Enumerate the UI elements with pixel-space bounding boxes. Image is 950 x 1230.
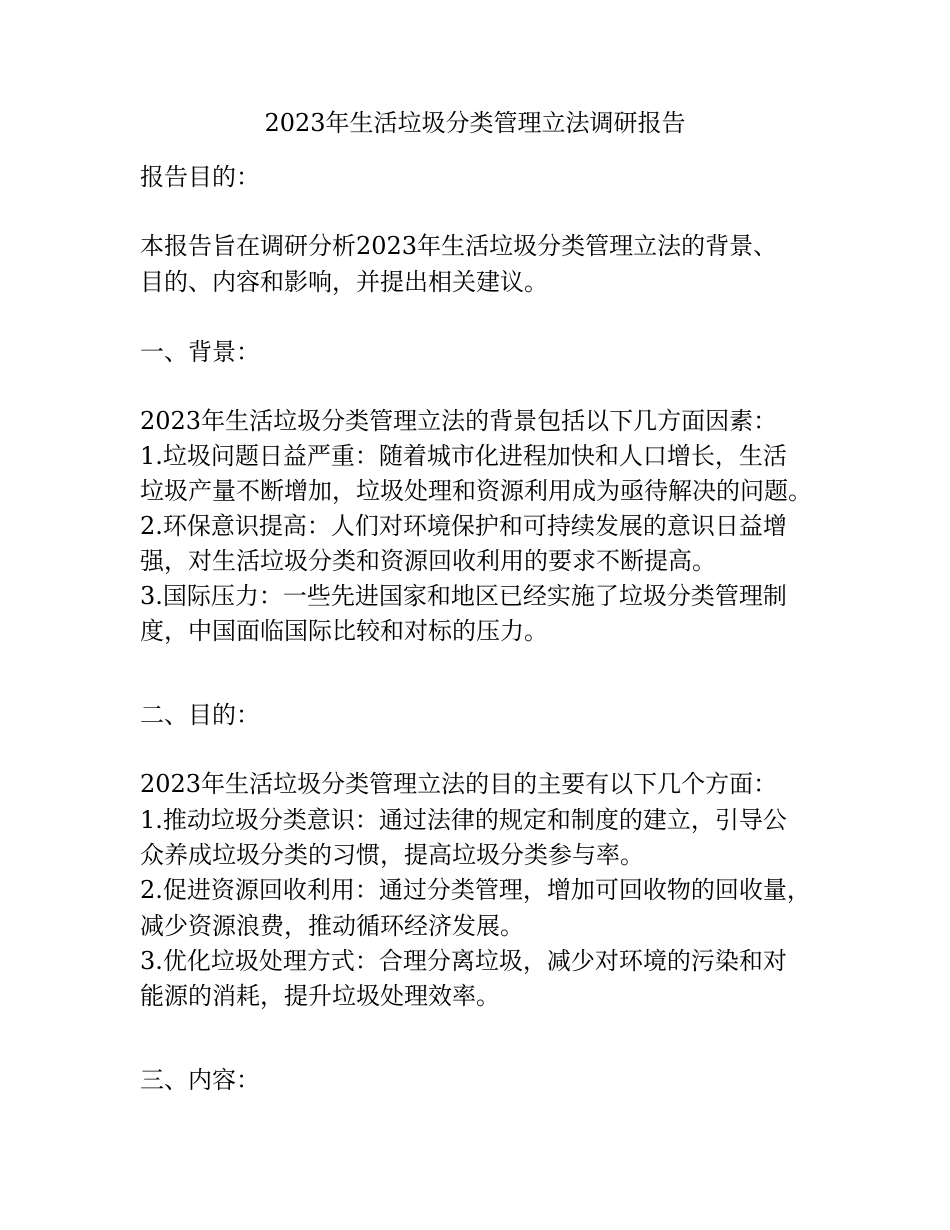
section-heading-background: 一、背景： <box>140 338 260 366</box>
background-line: 3.国际压力：一些先进国家和地区已经实施了垃圾分类管理制 <box>140 582 787 610</box>
purpose-line: 目的、内容和影响，并提出相关建议。 <box>140 268 548 296</box>
section-intro-purpose: 2023年生活垃圾分类管理立法的目的主要有以下几个方面： <box>140 770 778 798</box>
section-intro-background: 2023年生活垃圾分类管理立法的背景包括以下几方面因素： <box>140 407 778 435</box>
background-line: 度，中国面临国际比较和对标的压力。 <box>140 617 548 645</box>
purpose-item-line: 1.推动垃圾分类意识：通过法律的规定和制度的建立，引导公 <box>140 806 787 834</box>
purpose-heading: 报告目的： <box>140 163 260 191</box>
background-line: 垃圾产量不断增加，垃圾处理和资源利用成为亟待解决的问题。 <box>140 477 812 505</box>
background-line: 1.垃圾问题日益严重：随着城市化进程加快和人口增长，生活 <box>140 442 787 470</box>
background-line: 强，对生活垃圾分类和资源回收利用的要求不断提高。 <box>140 547 716 575</box>
background-line: 2.环保意识提高：人们对环境保护和可持续发展的意识日益增 <box>140 512 787 540</box>
purpose-item-line: 众养成垃圾分类的习惯，提高垃圾分类参与率。 <box>140 841 644 869</box>
section-heading-purpose: 二、目的： <box>140 701 260 729</box>
purpose-item-line: 3.优化垃圾处理方式：合理分离垃圾，减少对环境的污染和对 <box>140 947 787 975</box>
purpose-item-line: 2.促进资源回收利用：通过分类管理，增加可回收物的回收量， <box>140 876 811 904</box>
section-heading-content: 三、内容： <box>140 1066 260 1094</box>
purpose-item-line: 能源的消耗，提升垃圾处理效率。 <box>140 982 500 1010</box>
document-title: 2023年生活垃圾分类管理立法调研报告 <box>264 109 686 137</box>
purpose-item-line: 减少资源浪费，推动循环经济发展。 <box>140 912 524 940</box>
purpose-line: 本报告旨在调研分析2023年生活垃圾分类管理立法的背景、 <box>140 232 778 260</box>
